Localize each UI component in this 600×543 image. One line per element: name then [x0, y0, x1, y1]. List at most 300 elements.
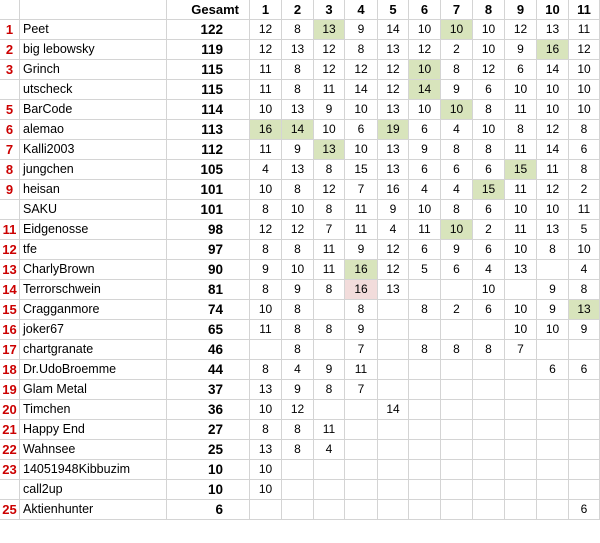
- round-score[interactable]: 14: [409, 80, 441, 100]
- round-score[interactable]: [569, 420, 600, 440]
- round-score[interactable]: 8: [314, 380, 345, 400]
- player-name[interactable]: 14051948Kibbuzim: [20, 460, 167, 480]
- round-score[interactable]: [505, 460, 537, 480]
- player-name[interactable]: alemao: [20, 120, 167, 140]
- round-score[interactable]: 6: [473, 160, 505, 180]
- round-score[interactable]: 6: [569, 360, 600, 380]
- round-score[interactable]: 8: [314, 320, 345, 340]
- round-score[interactable]: 10: [441, 100, 473, 120]
- round-score[interactable]: 12: [569, 40, 600, 60]
- round-score[interactable]: 10: [250, 300, 282, 320]
- round-score[interactable]: 2: [441, 300, 473, 320]
- round-score[interactable]: 4: [441, 120, 473, 140]
- round-score[interactable]: 13: [537, 20, 569, 40]
- round-score[interactable]: [314, 480, 345, 500]
- round-score[interactable]: 8: [250, 280, 282, 300]
- player-name[interactable]: Dr.UdoBroemme: [20, 360, 167, 380]
- round-score[interactable]: 6: [409, 120, 441, 140]
- round-score[interactable]: 12: [537, 180, 569, 200]
- round-score[interactable]: 8: [282, 80, 314, 100]
- header-round-2[interactable]: 2: [282, 0, 314, 20]
- rank-cell[interactable]: 25: [0, 500, 20, 520]
- round-score[interactable]: 8: [282, 440, 314, 460]
- player-name[interactable]: Kalli2003: [20, 140, 167, 160]
- round-score[interactable]: [409, 480, 441, 500]
- round-score[interactable]: 8: [569, 280, 600, 300]
- round-score[interactable]: [473, 480, 505, 500]
- player-name[interactable]: tfe: [20, 240, 167, 260]
- total-score[interactable]: 122: [167, 20, 250, 40]
- round-score[interactable]: [409, 460, 441, 480]
- round-score[interactable]: 16: [537, 40, 569, 60]
- round-score[interactable]: 10: [345, 100, 378, 120]
- round-score[interactable]: 11: [569, 200, 600, 220]
- round-score[interactable]: 16: [250, 120, 282, 140]
- round-score[interactable]: 10: [569, 240, 600, 260]
- round-score[interactable]: 8: [441, 340, 473, 360]
- round-score[interactable]: 8: [569, 120, 600, 140]
- round-score[interactable]: [345, 420, 378, 440]
- round-score[interactable]: [537, 480, 569, 500]
- rank-cell[interactable]: 16: [0, 320, 20, 340]
- round-score[interactable]: 4: [378, 220, 409, 240]
- player-name[interactable]: Timchen: [20, 400, 167, 420]
- rank-cell[interactable]: 3: [0, 60, 20, 80]
- round-score[interactable]: [537, 260, 569, 280]
- round-score[interactable]: 9: [441, 80, 473, 100]
- round-score[interactable]: 12: [378, 240, 409, 260]
- round-score[interactable]: 10: [409, 100, 441, 120]
- rank-cell[interactable]: 7: [0, 140, 20, 160]
- round-score[interactable]: [282, 460, 314, 480]
- round-score[interactable]: 14: [378, 400, 409, 420]
- round-score[interactable]: 10: [537, 320, 569, 340]
- total-score[interactable]: 25: [167, 440, 250, 460]
- round-score[interactable]: 8: [250, 240, 282, 260]
- round-score[interactable]: 12: [378, 260, 409, 280]
- round-score[interactable]: 9: [250, 260, 282, 280]
- round-score[interactable]: 6: [441, 260, 473, 280]
- round-score[interactable]: 15: [473, 180, 505, 200]
- round-score[interactable]: 12: [250, 220, 282, 240]
- round-score[interactable]: [473, 400, 505, 420]
- round-score[interactable]: 9: [441, 240, 473, 260]
- round-score[interactable]: [473, 380, 505, 400]
- round-score[interactable]: [345, 480, 378, 500]
- round-score[interactable]: 6: [345, 120, 378, 140]
- round-score[interactable]: [473, 320, 505, 340]
- round-score[interactable]: 13: [378, 40, 409, 60]
- round-score[interactable]: [378, 320, 409, 340]
- round-score[interactable]: 7: [345, 380, 378, 400]
- round-score[interactable]: [378, 500, 409, 520]
- total-score[interactable]: 74: [167, 300, 250, 320]
- total-score[interactable]: 6: [167, 500, 250, 520]
- round-score[interactable]: 9: [345, 240, 378, 260]
- total-score[interactable]: 101: [167, 200, 250, 220]
- round-score[interactable]: [314, 340, 345, 360]
- round-score[interactable]: 10: [250, 460, 282, 480]
- round-score[interactable]: 12: [505, 20, 537, 40]
- player-name[interactable]: utscheck: [20, 80, 167, 100]
- round-score[interactable]: 13: [537, 220, 569, 240]
- round-score[interactable]: 6: [505, 60, 537, 80]
- round-score[interactable]: [505, 420, 537, 440]
- round-score[interactable]: 9: [378, 200, 409, 220]
- round-score[interactable]: 6: [409, 160, 441, 180]
- round-score[interactable]: 7: [345, 180, 378, 200]
- player-name[interactable]: Glam Metal: [20, 380, 167, 400]
- rank-cell[interactable]: 2: [0, 40, 20, 60]
- round-score[interactable]: 9: [569, 320, 600, 340]
- round-score[interactable]: 10: [505, 80, 537, 100]
- round-score[interactable]: 11: [345, 360, 378, 380]
- round-score[interactable]: [441, 460, 473, 480]
- round-score[interactable]: 11: [505, 100, 537, 120]
- round-score[interactable]: 13: [250, 440, 282, 460]
- round-score[interactable]: 14: [537, 60, 569, 80]
- round-score[interactable]: 4: [473, 260, 505, 280]
- round-score[interactable]: [250, 340, 282, 360]
- round-score[interactable]: 8: [314, 200, 345, 220]
- round-score[interactable]: 13: [378, 280, 409, 300]
- round-score[interactable]: 10: [409, 200, 441, 220]
- total-score[interactable]: 44: [167, 360, 250, 380]
- rank-cell[interactable]: 18: [0, 360, 20, 380]
- round-score[interactable]: 8: [473, 140, 505, 160]
- round-score[interactable]: 14: [282, 120, 314, 140]
- round-score[interactable]: 10: [537, 80, 569, 100]
- rank-cell[interactable]: 1: [0, 20, 20, 40]
- round-score[interactable]: [441, 400, 473, 420]
- round-score[interactable]: 12: [409, 40, 441, 60]
- round-score[interactable]: 9: [505, 40, 537, 60]
- round-score[interactable]: 11: [345, 200, 378, 220]
- round-score[interactable]: 4: [314, 440, 345, 460]
- round-score[interactable]: [505, 400, 537, 420]
- round-score[interactable]: 14: [537, 140, 569, 160]
- round-score[interactable]: 13: [314, 140, 345, 160]
- header-round-8[interactable]: 8: [473, 0, 505, 20]
- round-score[interactable]: 15: [345, 160, 378, 180]
- total-score[interactable]: 37: [167, 380, 250, 400]
- round-score[interactable]: [378, 460, 409, 480]
- rank-cell[interactable]: 12: [0, 240, 20, 260]
- round-score[interactable]: 10: [282, 200, 314, 220]
- round-score[interactable]: 13: [282, 100, 314, 120]
- total-score[interactable]: 113: [167, 120, 250, 140]
- total-score[interactable]: 115: [167, 80, 250, 100]
- round-score[interactable]: [441, 380, 473, 400]
- round-score[interactable]: 11: [569, 20, 600, 40]
- round-score[interactable]: [441, 320, 473, 340]
- round-score[interactable]: 10: [250, 400, 282, 420]
- total-score[interactable]: 97: [167, 240, 250, 260]
- player-name[interactable]: Aktienhunter: [20, 500, 167, 520]
- total-score[interactable]: 10: [167, 460, 250, 480]
- player-name[interactable]: CharlyBrown: [20, 260, 167, 280]
- round-score[interactable]: 9: [282, 280, 314, 300]
- round-score[interactable]: 12: [378, 60, 409, 80]
- rank-cell[interactable]: 15: [0, 300, 20, 320]
- round-score[interactable]: 10: [409, 60, 441, 80]
- round-score[interactable]: 15: [505, 160, 537, 180]
- rank-cell[interactable]: 14: [0, 280, 20, 300]
- round-score[interactable]: 7: [345, 340, 378, 360]
- round-score[interactable]: [505, 280, 537, 300]
- round-score[interactable]: 11: [409, 220, 441, 240]
- round-score[interactable]: 10: [250, 180, 282, 200]
- total-score[interactable]: 36: [167, 400, 250, 420]
- round-score[interactable]: 10: [409, 20, 441, 40]
- round-score[interactable]: [345, 460, 378, 480]
- rank-cell[interactable]: [0, 480, 20, 500]
- round-score[interactable]: 8: [282, 340, 314, 360]
- round-score[interactable]: 8: [314, 280, 345, 300]
- round-score[interactable]: 14: [378, 20, 409, 40]
- round-score[interactable]: 8: [537, 240, 569, 260]
- player-name[interactable]: Eidgenosse: [20, 220, 167, 240]
- round-score[interactable]: 11: [537, 160, 569, 180]
- round-score[interactable]: 8: [282, 320, 314, 340]
- header-round-4[interactable]: 4: [345, 0, 378, 20]
- round-score[interactable]: 13: [378, 140, 409, 160]
- round-score[interactable]: 6: [441, 160, 473, 180]
- round-score[interactable]: 8: [250, 200, 282, 220]
- round-score[interactable]: 13: [505, 260, 537, 280]
- rank-cell[interactable]: 23: [0, 460, 20, 480]
- round-score[interactable]: 13: [282, 40, 314, 60]
- round-score[interactable]: 4: [409, 180, 441, 200]
- header-round-10[interactable]: 10: [537, 0, 569, 20]
- round-score[interactable]: 2: [569, 180, 600, 200]
- round-score[interactable]: 10: [441, 220, 473, 240]
- round-score[interactable]: 8: [473, 340, 505, 360]
- round-score[interactable]: 11: [314, 420, 345, 440]
- round-score[interactable]: [537, 420, 569, 440]
- header-name-cell[interactable]: [20, 0, 167, 20]
- total-score[interactable]: 119: [167, 40, 250, 60]
- round-score[interactable]: 11: [250, 140, 282, 160]
- round-score[interactable]: 10: [345, 140, 378, 160]
- total-score[interactable]: 65: [167, 320, 250, 340]
- round-score[interactable]: 12: [378, 80, 409, 100]
- round-score[interactable]: 10: [282, 260, 314, 280]
- round-score[interactable]: 12: [473, 60, 505, 80]
- round-score[interactable]: [345, 400, 378, 420]
- round-score[interactable]: [441, 480, 473, 500]
- rank-cell[interactable]: 21: [0, 420, 20, 440]
- round-score[interactable]: 16: [345, 280, 378, 300]
- round-score[interactable]: 8: [409, 300, 441, 320]
- player-name[interactable]: chartgranate: [20, 340, 167, 360]
- player-name[interactable]: Happy End: [20, 420, 167, 440]
- round-score[interactable]: 8: [569, 160, 600, 180]
- player-name[interactable]: BarCode: [20, 100, 167, 120]
- header-round-5[interactable]: 5: [378, 0, 409, 20]
- round-score[interactable]: 9: [314, 360, 345, 380]
- round-score[interactable]: 8: [250, 360, 282, 380]
- round-score[interactable]: 16: [378, 180, 409, 200]
- round-score[interactable]: 9: [537, 300, 569, 320]
- round-score[interactable]: [314, 500, 345, 520]
- round-score[interactable]: 8: [282, 60, 314, 80]
- round-score[interactable]: [314, 400, 345, 420]
- round-score[interactable]: 9: [409, 140, 441, 160]
- player-name[interactable]: call2up: [20, 480, 167, 500]
- round-score[interactable]: 6: [409, 240, 441, 260]
- round-score[interactable]: 11: [314, 240, 345, 260]
- total-score[interactable]: 105: [167, 160, 250, 180]
- rank-cell[interactable]: 19: [0, 380, 20, 400]
- round-score[interactable]: [441, 360, 473, 380]
- total-score[interactable]: 27: [167, 420, 250, 440]
- round-score[interactable]: [569, 400, 600, 420]
- total-score[interactable]: 90: [167, 260, 250, 280]
- round-score[interactable]: 6: [473, 240, 505, 260]
- round-score[interactable]: [505, 360, 537, 380]
- rank-cell[interactable]: 22: [0, 440, 20, 460]
- round-score[interactable]: [473, 440, 505, 460]
- header-round-3[interactable]: 3: [314, 0, 345, 20]
- round-score[interactable]: 8: [282, 240, 314, 260]
- round-score[interactable]: 4: [441, 180, 473, 200]
- round-score[interactable]: 8: [282, 20, 314, 40]
- round-score[interactable]: 8: [345, 40, 378, 60]
- player-name[interactable]: SAKU: [20, 200, 167, 220]
- round-score[interactable]: 7: [505, 340, 537, 360]
- rank-cell[interactable]: 5: [0, 100, 20, 120]
- round-score[interactable]: [569, 480, 600, 500]
- round-score[interactable]: [473, 360, 505, 380]
- round-score[interactable]: 16: [345, 260, 378, 280]
- round-score[interactable]: [441, 420, 473, 440]
- round-score[interactable]: [505, 380, 537, 400]
- round-score[interactable]: 12: [537, 120, 569, 140]
- total-score[interactable]: 81: [167, 280, 250, 300]
- header-round-1[interactable]: 1: [250, 0, 282, 20]
- round-score[interactable]: [378, 420, 409, 440]
- rank-cell[interactable]: 6: [0, 120, 20, 140]
- round-score[interactable]: [505, 440, 537, 460]
- round-score[interactable]: 8: [505, 120, 537, 140]
- round-score[interactable]: 13: [282, 160, 314, 180]
- round-score[interactable]: 9: [345, 20, 378, 40]
- round-score[interactable]: 8: [441, 60, 473, 80]
- round-score[interactable]: 12: [282, 220, 314, 240]
- round-score[interactable]: [537, 460, 569, 480]
- player-name[interactable]: heisan: [20, 180, 167, 200]
- player-name[interactable]: Peet: [20, 20, 167, 40]
- round-score[interactable]: [569, 340, 600, 360]
- header-round-11[interactable]: 11: [569, 0, 600, 20]
- round-score[interactable]: [537, 440, 569, 460]
- round-score[interactable]: 11: [345, 220, 378, 240]
- round-score[interactable]: [378, 340, 409, 360]
- round-score[interactable]: 13: [314, 20, 345, 40]
- player-name[interactable]: Cragganmore: [20, 300, 167, 320]
- round-score[interactable]: [537, 500, 569, 520]
- round-score[interactable]: [345, 500, 378, 520]
- round-score[interactable]: 11: [250, 320, 282, 340]
- round-score[interactable]: 4: [250, 160, 282, 180]
- round-score[interactable]: [569, 460, 600, 480]
- round-score[interactable]: 12: [314, 60, 345, 80]
- total-score[interactable]: 46: [167, 340, 250, 360]
- round-score[interactable]: 2: [473, 220, 505, 240]
- round-score[interactable]: 11: [250, 60, 282, 80]
- round-score[interactable]: 10: [473, 20, 505, 40]
- header-rank-cell[interactable]: [0, 0, 20, 20]
- rank-cell[interactable]: 13: [0, 260, 20, 280]
- round-score[interactable]: 6: [537, 360, 569, 380]
- round-score[interactable]: [314, 460, 345, 480]
- round-score[interactable]: 6: [569, 500, 600, 520]
- round-score[interactable]: [441, 280, 473, 300]
- round-score[interactable]: 8: [441, 200, 473, 220]
- player-name[interactable]: jungchen: [20, 160, 167, 180]
- round-score[interactable]: 8: [409, 340, 441, 360]
- round-score[interactable]: [409, 320, 441, 340]
- round-score[interactable]: 9: [282, 380, 314, 400]
- rank-cell[interactable]: 11: [0, 220, 20, 240]
- round-score[interactable]: 10: [441, 20, 473, 40]
- round-score[interactable]: 11: [505, 220, 537, 240]
- header-round-9[interactable]: 9: [505, 0, 537, 20]
- round-score[interactable]: 12: [314, 40, 345, 60]
- round-score[interactable]: 9: [314, 100, 345, 120]
- round-score[interactable]: [409, 500, 441, 520]
- round-score[interactable]: 6: [569, 140, 600, 160]
- total-score[interactable]: 101: [167, 180, 250, 200]
- player-name[interactable]: Grinch: [20, 60, 167, 80]
- round-score[interactable]: 12: [282, 400, 314, 420]
- round-score[interactable]: 7: [314, 220, 345, 240]
- player-name[interactable]: joker67: [20, 320, 167, 340]
- round-score[interactable]: 11: [314, 260, 345, 280]
- round-score[interactable]: 14: [345, 80, 378, 100]
- round-score[interactable]: 11: [250, 80, 282, 100]
- round-score[interactable]: [569, 440, 600, 460]
- rank-cell[interactable]: [0, 200, 20, 220]
- round-score[interactable]: 10: [250, 100, 282, 120]
- rank-cell[interactable]: 8: [0, 160, 20, 180]
- round-score[interactable]: 10: [505, 240, 537, 260]
- round-score[interactable]: [409, 360, 441, 380]
- round-score[interactable]: [378, 300, 409, 320]
- round-score[interactable]: 8: [441, 140, 473, 160]
- round-score[interactable]: [409, 400, 441, 420]
- rank-cell[interactable]: 20: [0, 400, 20, 420]
- round-score[interactable]: 10: [537, 200, 569, 220]
- round-score[interactable]: 6: [473, 200, 505, 220]
- round-score[interactable]: [314, 300, 345, 320]
- round-score[interactable]: [345, 440, 378, 460]
- round-score[interactable]: 13: [250, 380, 282, 400]
- rank-cell[interactable]: 17: [0, 340, 20, 360]
- round-score[interactable]: 10: [537, 100, 569, 120]
- round-score[interactable]: [441, 440, 473, 460]
- round-score[interactable]: 6: [473, 300, 505, 320]
- round-score[interactable]: [250, 500, 282, 520]
- round-score[interactable]: 19: [378, 120, 409, 140]
- round-score[interactable]: [282, 500, 314, 520]
- round-score[interactable]: 11: [505, 140, 537, 160]
- round-score[interactable]: [537, 340, 569, 360]
- round-score[interactable]: 11: [505, 180, 537, 200]
- rank-cell[interactable]: 9: [0, 180, 20, 200]
- round-score[interactable]: [473, 420, 505, 440]
